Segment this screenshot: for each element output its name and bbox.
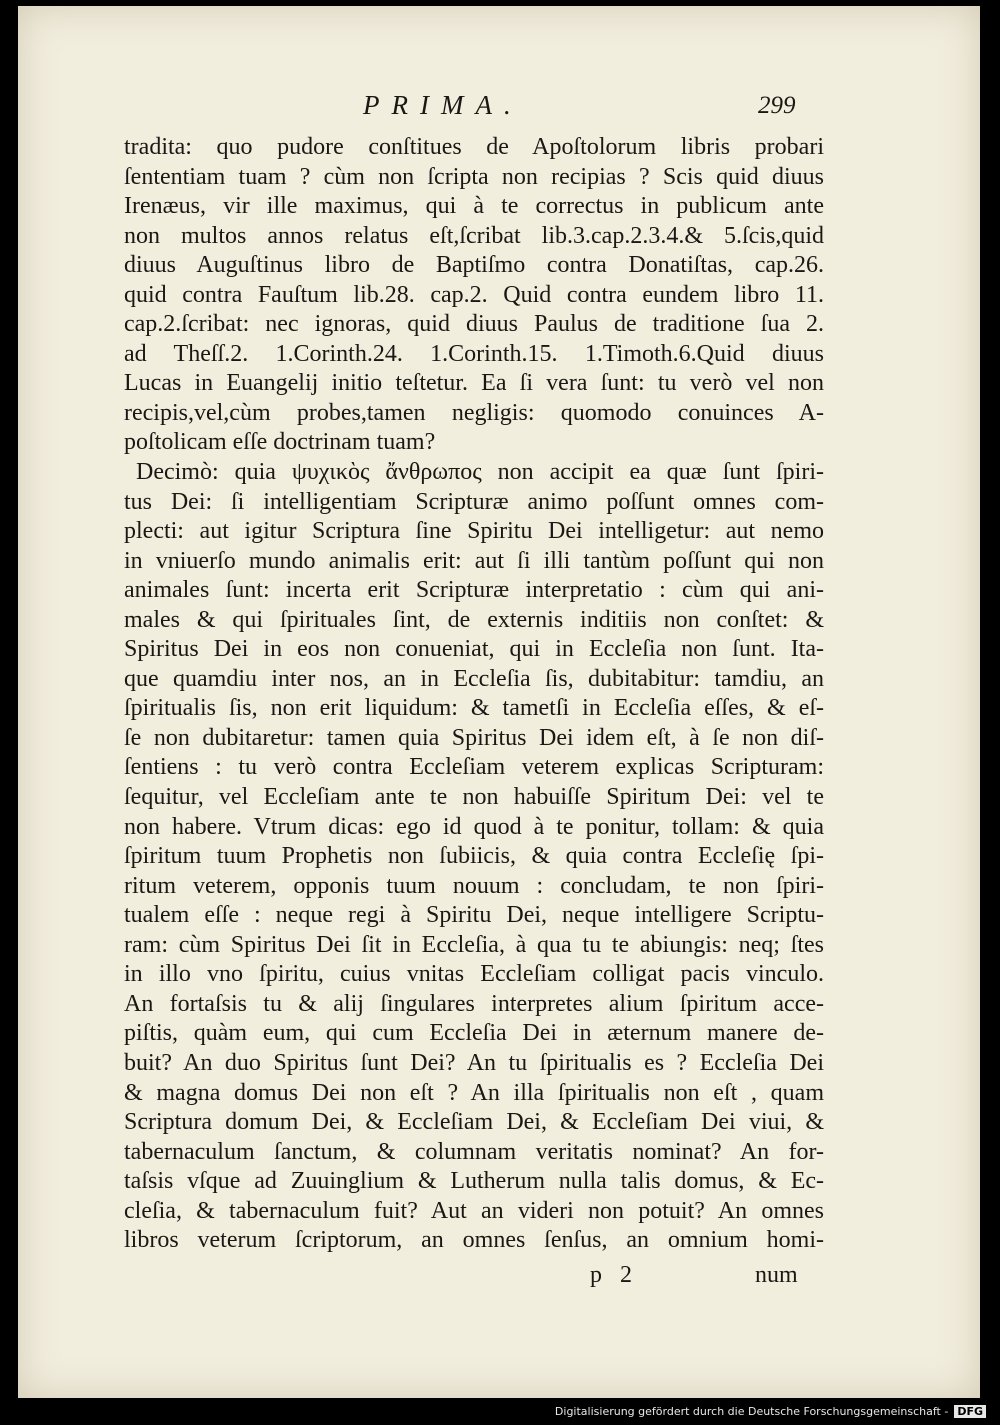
- text-line: plecti: aut igitur Scriptura ſine Spiritu Dei intelligetur: aut nemo: [124, 518, 824, 545]
- credit-text: [555, 1405, 986, 1418]
- text-line: cleſia, & tabernaculum fuit? Aut an videri non potuit? An omnes: [124, 1197, 824, 1224]
- text-line: in illo vno ſpiritu, cuius vnitas Eccleſiam colligat pacis vinculo.: [124, 961, 824, 988]
- text-line: ſequitur, vel Eccleſiam ante te non habuiſſe Spiritum Dei: vel te: [124, 784, 824, 811]
- text-line: ſe non dubitaretur: tamen quia Spiritus Dei idem eſt, à ſe non diſ-: [124, 724, 824, 751]
- text-line: animales ſunt: incerta erit Scripturæ interpretatio : cùm qui ani-: [124, 577, 824, 604]
- text-line: males & qui ſpirituales ſint, de externis inditiis non conſtet: &: [124, 606, 824, 633]
- text-line: tradita: quo pudore conſtitues de Apoſtolorum libris probari: [124, 134, 824, 160]
- digitization-credit: [0, 1401, 1000, 1425]
- text-line: Lucas in Euangelij initio teſtetur. Ea ſi vera ſunt: tu verò vel non: [124, 370, 824, 397]
- text-line: cap.2.ſcribat: nec ignoras, quid diuus Paulus de traditione ſua 2.: [124, 311, 824, 338]
- credit-label: Digitalisierung gefördert durch die Deutsche Forschungsgemeinschaft -: [554, 1405, 949, 1418]
- book-page: [18, 6, 980, 1398]
- page-footer: [18, 1262, 980, 1294]
- text-line: ſententiam tuam ? cùm non ſcripta non recipias ? Scis quid diuus: [124, 163, 824, 190]
- text-line: tabernaculum ſanctum, & columnam veritatis nominat? An for-: [124, 1138, 824, 1165]
- page-header: [18, 90, 980, 130]
- dfg-logo-icon: DFG: [954, 1405, 986, 1418]
- text-line: buit? An duo Spiritus ſunt Dei? An tu ſpiritualis es ? Eccleſia Dei: [124, 1049, 824, 1076]
- text-line: non habere. Vtrum dicas: ego id quod à te ponitur, tollam: & quia: [124, 813, 824, 840]
- text-line: ſpiritualis ſis, non erit liquidum: & tametſi in Eccleſia eſſes, & eſ-: [124, 695, 824, 722]
- text-line: Irenæus, vir ille maximus, qui à te correctus in publicum ante: [124, 193, 824, 220]
- text-line: taſsis vſque ad Zuuinglium & Lutherum nulla talis domus, & Ec-: [124, 1168, 824, 1195]
- text-line: tus Dei: ſi intelligentiam Scripturæ animo poſſunt omnes com-: [124, 488, 824, 515]
- text-line: Decimò: quia ψυχικὸς ἄνθρωπος non accipit ea quæ ſunt ſpiri-: [136, 459, 824, 486]
- body-text: [124, 133, 824, 1256]
- text-line: libros veterum ſcriptorum, an omnes ſenſus, an omnium homi-: [124, 1227, 824, 1254]
- text-line: recipis,vel,cùm probes,tamen negligis: quomodo conuinces A-: [124, 399, 824, 426]
- text-line: in vniuerſo mundo animalis erit: aut ſi illi tantùm poſſunt qui non: [124, 547, 824, 574]
- text-line: non multos annos relatus eſt,ſcribat lib.3.cap.2.3.4.& 5.ſcis,quid: [124, 222, 824, 249]
- text-line: Spiritus Dei in eos non conueniat, qui in Eccleſia non ſunt. Ita-: [124, 636, 824, 663]
- catchword: num: [755, 1262, 798, 1288]
- page-number: 299: [758, 92, 796, 119]
- text-line: ram: cùm Spiritus Dei ſit in Eccleſia, à qua tu te abiungis: neq; ſtes: [124, 931, 824, 958]
- text-line: ad Theſſ.2. 1.Corinth.24. 1.Corinth.15. 1.Timoth.6.Quid diuus: [124, 340, 824, 367]
- running-title: PRIMA.: [363, 90, 523, 120]
- text-line: diuus Auguſtinus libro de Baptiſmo contra Donatiſtas, cap.26.: [124, 252, 824, 279]
- text-line: piſtis, quàm eum, qui cum Eccleſia Dei in æternum manere de-: [124, 1020, 824, 1047]
- text-line: An fortaſsis tu & alij ſingulares interpretes alium ſpiritum acce-: [124, 990, 824, 1017]
- text-line: ſentiens : tu verò contra Eccleſiam veterem explicas Scripturam:: [124, 754, 824, 781]
- text-line: ſpiritum tuum Prophetis non ſubiicis, & quia contra Eccleſię ſpi-: [124, 843, 824, 870]
- text-line: tualem eſſe : neque regi à Spiritu Dei, neque intelligere Scriptu-: [124, 902, 824, 929]
- text-line: & magna domus Dei non eſt ? An illa ſpiritualis non eſt , quam: [124, 1079, 824, 1106]
- text-line: ritum veterem, opponis tuum nouum : concludam, te non ſpiri-: [124, 872, 824, 899]
- text-line: que quamdiu inter nos, an in Eccleſia ſis, dubitabitur: tamdiu, an: [124, 665, 824, 692]
- signature-mark: p 2: [590, 1262, 638, 1288]
- text-line: poſtolicam eſſe doctrinam tuam?: [124, 429, 436, 456]
- text-line: Scriptura domum Dei, & Eccleſiam Dei, & Eccleſiam Dei viui, &: [124, 1109, 824, 1136]
- text-line: quid contra Fauſtum lib.28. cap.2. Quid contra eundem libro 11.: [124, 281, 824, 308]
